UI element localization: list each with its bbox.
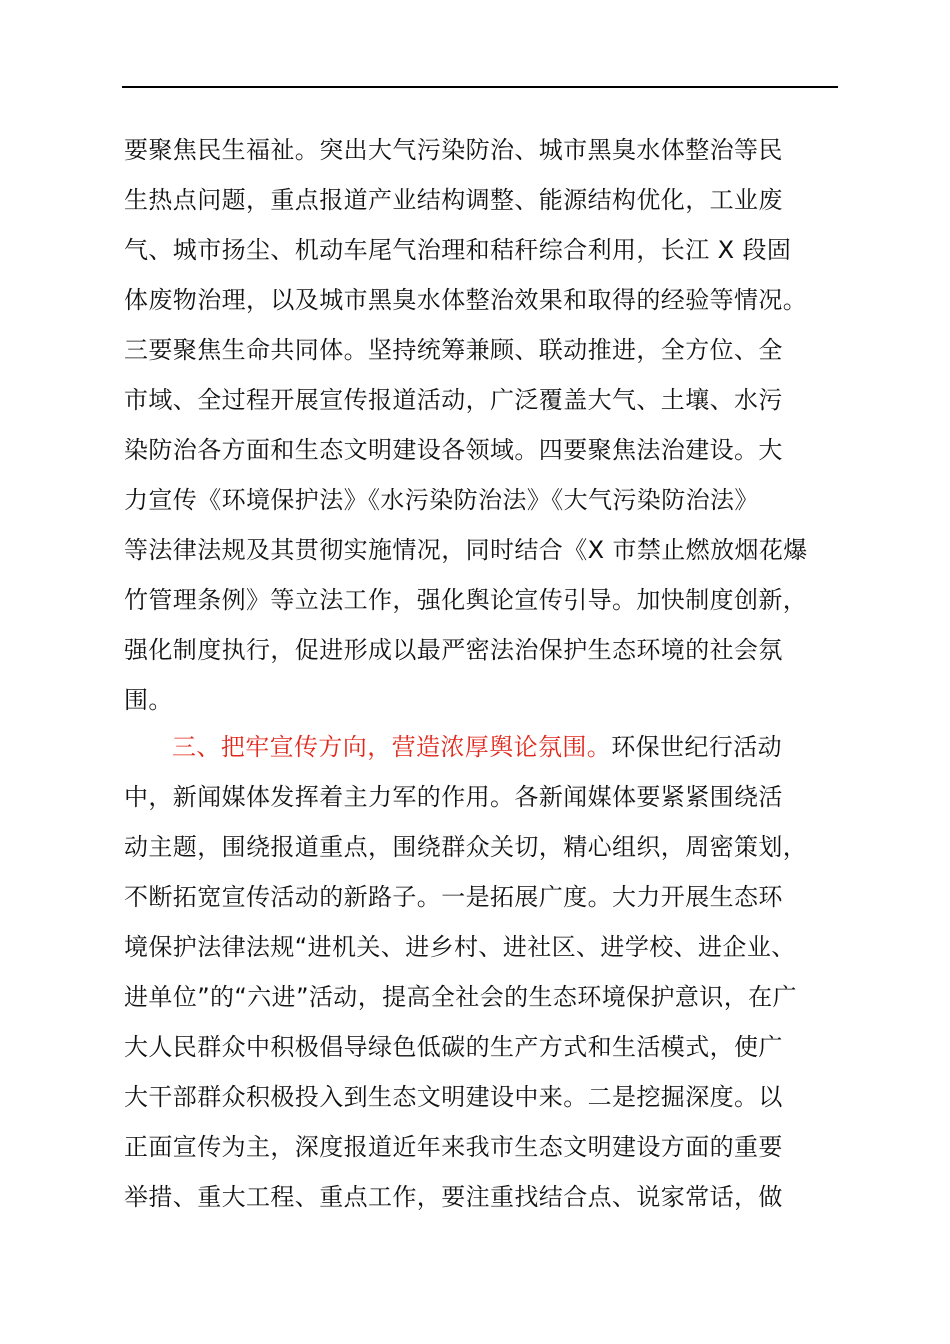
- paragraph-line: 举措、重大工程、重点工作，要注重找结合点、说家常话，做: [124, 1183, 783, 1211]
- section-3-lead-text: 环保世纪行活动: [611, 733, 783, 761]
- header-rule: [122, 86, 838, 88]
- paragraph-line: 体废物治理，以及城市黑臭水体整治效果和取得的经验等情况。: [124, 286, 808, 314]
- paragraph-line: 动主题，围绕报道重点，围绕群众关切，精心组织，周密策划，: [124, 833, 808, 861]
- section-3-first-line: [172, 722, 844, 772]
- paragraph-line: 境保护法律法规“进机关、进乡村、进社区、进学校、进企业、: [124, 933, 796, 961]
- paragraph-line: 中，新闻媒体发挥着主力军的作用。各新闻媒体要紧紧围绕活: [124, 783, 783, 811]
- paragraph-line: 大干部群众积极投入到生态文明建设中来。二是挖掘深度。以: [124, 1083, 783, 1111]
- paragraph-line: 市域、全过程开展宣传报道活动，广泛覆盖大气、土壤、水污: [124, 386, 783, 414]
- section-3-heading: 三、把牢宣传方向，营造浓厚舆论氛围。: [172, 733, 612, 761]
- paragraph-line: 正面宣传为主，深度报道近年来我市生态文明建设方面的重要: [124, 1133, 783, 1161]
- paragraph-line: 力宣传《环境保护法》《水污染防治法》《大气污染防治法》: [124, 486, 759, 514]
- paragraph-line: 不断拓宽宣传活动的新路子。一是拓展广度。大力开展生态环: [124, 883, 783, 911]
- paragraph-line: 强化制度执行，促进形成以最严密法治保护生态环境的社会氛: [124, 636, 783, 664]
- paragraph-line: 进单位”的“六进”活动，提高全社会的生态环境保护意识，在广: [124, 983, 797, 1011]
- paragraph-line: 围。: [124, 686, 173, 714]
- paragraph-line: 生热点问题，重点报道产业结构调整、能源结构优化，工业废: [124, 186, 783, 214]
- paragraph-line: 要聚焦民生福祉。突出大气污染防治、城市黑臭水体整治等民: [124, 136, 783, 164]
- paragraph-line: 气、城市扬尘、机动车尾气治理和秸秆综合利用，长江 X 段固: [124, 236, 792, 264]
- paragraph-line: 竹管理条例》等立法工作，强化舆论宣传引导。加快制度创新，: [124, 586, 808, 614]
- paragraph-line: 大人民群众中积极倡导绿色低碳的生产方式和生活模式，使广: [124, 1033, 783, 1061]
- paragraph-line: 三要聚焦生命共同体。坚持统筹兼顾、联动推进，全方位、全: [124, 336, 783, 364]
- paragraph-line: 染防治各方面和生态文明建设各领域。四要聚焦法治建设。大: [124, 436, 783, 464]
- paragraph-line: 等法律法规及其贯彻实施情况，同时结合《X 市禁止燃放烟花爆: [124, 536, 808, 564]
